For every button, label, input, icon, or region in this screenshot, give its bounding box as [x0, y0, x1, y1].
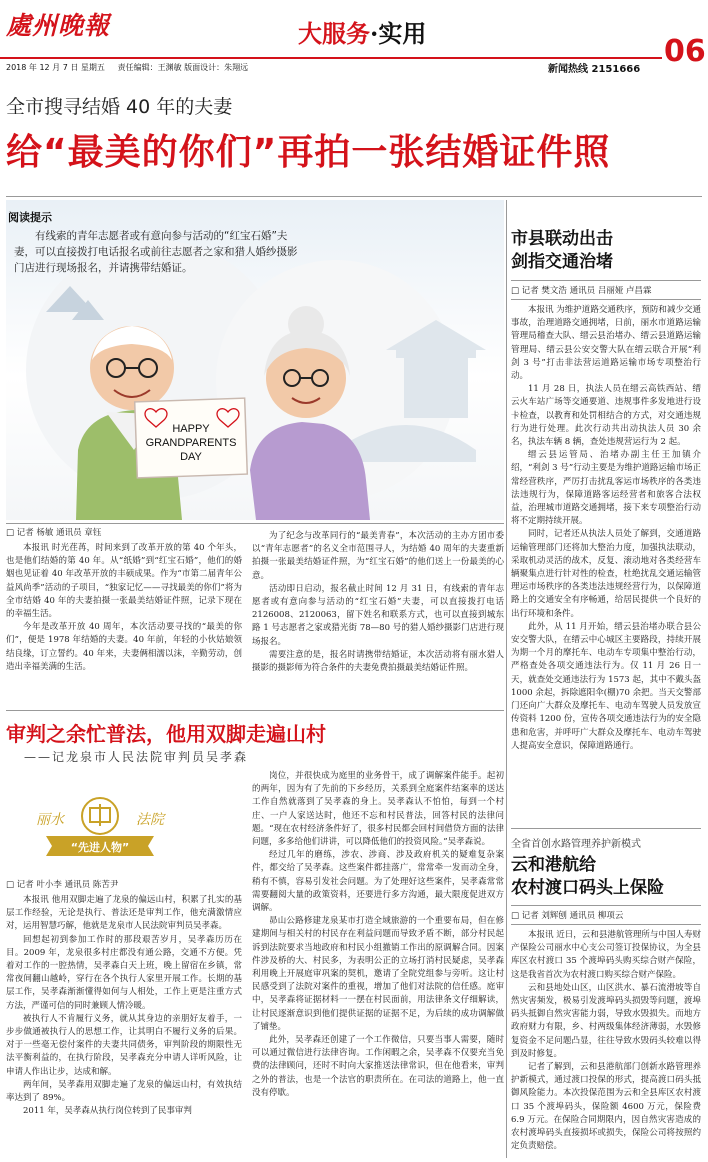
paragraph: 此外，从 11 月开始，缙云县治堵办联合县公安交警大队，在缙云中心城区主要路段，持续开展为期一个月的摩托车、电动车专项集中整治行动，严格查处各项交通违法行为。仅 11 月 26 日一天，就查处交通违法行为 1573 起，其中不戴头盔 1000 余起，拆除遮阳伞(棚)70 余把。当天交警部门还向广大群众及摩托车、电动车驾驶人员发放宣传资料 1200 份，宣传各项交通违法行为的安全隐患和危害，并呼吁广大群众及摩托车、电动车驾驶人提高安全意识，保障道路通行。 — [511, 621, 701, 751]
divider — [511, 828, 701, 829]
masthead-logo: 處州晚報 — [6, 11, 111, 40]
sidebar-story-traffic — [511, 228, 701, 753]
header-meta — [6, 62, 248, 73]
paragraph: 昴山公路修建龙泉某市打造全域旅游的一个重要布局，但在修建期间与相关村的村民存在利益问题而导致矛盾不断，部分村民起诉到法院要求当地政府和村民小组撤销工作出的原调解合同。因案件涉及桥的大、村民多，为表明公正的立场打消村民疑虑，吴孝森利用晚上开展庭审巩案的契机，邀请了全院党组参与旁听。这让村民感受到了法院对案件的重视，增加了他们对法院的信任感。庭审中，吴孝森将证据材料一一摆在村民面前，用法律条文仔细解读，让村民逐渐意识到他们提供证据的证据不足，为后续的成功调解做了铺垫。 — [252, 916, 504, 1032]
badge-right-text: 法院 — [136, 812, 164, 828]
article-byline: □ 记者 杨敏 通讯员 章钰 — [6, 528, 102, 538]
sidebar2-headline-line1: 云和港航给 — [511, 855, 596, 875]
paragraph: 本报讯 时光荏苒，时间来到了改革开放的第 40 个年头，也是他们结婚的第 40 年。从“纸婚”到“红宝石婚”，他们的婚姻也见证着 40 年改革开放的丰硕成果。作为“市第二届青年公益风尚季”活动的子项目，“独家记忆——寻找最美的你们”将为全市结婚 40 年的夫妻拍摄一张最美结婚证件照，记录下现在的幸福生活。 — [6, 543, 242, 620]
article-column-2 — [252, 530, 504, 675]
divider — [6, 196, 702, 197]
badge-left-text: 丽水 — [36, 812, 64, 828]
divider — [511, 905, 701, 906]
reading-tip-label: 阅读提示 — [8, 211, 52, 224]
page-number: 06 — [664, 34, 706, 69]
paragraph: 岗位，并很快成为庭里的业务骨干，成了调解案件能手。起初的两年，因为有了先前的下乡经历，关系到全庭案件结案率的送达工作自然就落到了吴孝森的身上。吴孝森认不怕怕，每到一个村庄、一户人家送达时，他还不忘和村民普法，回答村民的法律问题。“现在农村经济条件好了，很多村民都会回村间借贷方面的法律问题，多多给他们讲讲，可以降低他们的投资风险。”吴孝森说。 — [252, 771, 504, 848]
paragraph: 被执行人不肯履行义务，就从其身边的亲朋好友着手，一步步做通被执行人的思想工作，让其明白不履行义务的后果。对于一些毫无偿付案件的夫妻共同债务，审判阶段的期限性无法平衡利益的，在执行阶段，吴孝森充分申请人详听风险，让申请人作出让步，达成和解。 — [6, 1013, 242, 1077]
badge-ribbon-text: “先进人物” — [70, 841, 130, 854]
section-subtitle: ·实用 — [370, 19, 427, 48]
divider — [6, 710, 504, 711]
sidebar-story-ferry — [511, 828, 701, 1153]
section-title: 大服务 — [298, 19, 370, 48]
sidebar2-byline: □ 记者 刘辉刨 通讯员 柳项云 — [511, 911, 624, 921]
article2-column-2 — [252, 770, 504, 1100]
paragraph: 为了纪念与改革同行的“最美青春”，本次活动的主办方团市委以“青年志愿者”的名义全市范围寻人，为结婚 40 周年的夫妻重新拍摄一张最美结婚证件照，为“红宝石婚”的他们送上一份最美的心意。 — [252, 531, 504, 581]
article2-subheadline: ——记龙泉市人民法院审判员吴孝森 — [24, 750, 249, 764]
paragraph: 回想起初到参加工作时的那段艰苦岁月，吴孝森历历在目。2009 年，龙泉很多村庄都没有通公路，交通不方便。凭着对工作的一腔热情，吴孝森白天上班，晚上留宿在乡镇，常常夜间翻山越岭，穿行在各个执行人家里开展工作。长期的基层工作，吴孝森渐渐懂得如何与人相处，工作上更是注重方式方法，严谨可信的同时兼顾人情冷暖。 — [6, 934, 242, 1011]
article2-column-1 — [6, 894, 242, 1118]
divider — [6, 523, 504, 524]
sidebar-byline: □ 记者 樊文浩 通讯员 吕丽娅 卢昌霖 — [511, 286, 652, 296]
sidebar2-overtitle: 全省首创水路管理养护新模式 — [511, 839, 641, 850]
paragraph: 今年是改革开放 40 周年，本次活动要寻找的“最美的你们”，便是 1978 年结婚的夫妻。40 年前，年轻的小伙姑娘领结良缘，订立誓约。40 年来，夫妻俩相濡以沫，辛勤劳动，创造出幸福美满的生活。 — [6, 622, 242, 672]
paragraph: 记者了解到，云和县港航部门创新水路管理养护新模式，通过渡口投保的形式，提高渡口码头抵御风险能力。本次投保范围为云和全县库区农村渡口 35 个渡埠码头，保险额 4600 万元，保险费 6.9 万元。在保险合同期限内，因自然灾害造成的农村渡埠码头直接损坏或损失，保险公司将按照约定负责赔偿。 — [511, 1062, 701, 1152]
advanced-figure-badge — [20, 796, 180, 858]
sidebar2-headline-line2: 农村渡口码头上保险 — [511, 878, 664, 898]
paragraph: 经过几年的磨练，涉农、涉商、涉及政府机关的疑难复杂案件，都交给了吴孝森。这些案件都挂落广，常常牵一发而动全身，稍有不慎，容易引发社会问题。为了处理好这些案件，吴孝森常常需要翻阅大量的政策资料，还要进行多方沟通，最大限度促进双方调解。 — [252, 850, 504, 914]
column-rule — [506, 200, 507, 1158]
article-overtitle: 全市搜寻结婚 40 年的夫妻 — [6, 96, 233, 118]
editor-credits: 责任编辑：王渊敏 版面设计：朱翔远 — [117, 63, 249, 72]
paragraph: 此外，吴孝森还创建了一个工作微信，只要当事人需要，随时可以通过微信进行法律咨询。工作闲暇之余，吴孝森不仅要充当免费的法律顾问，还时不时向大家推送法律常识，但在他看来，审判之外的普法，也是一个法官的职责所在。在司法的道路上，他一直没有停歇。 — [252, 1035, 504, 1098]
header-rule — [0, 57, 662, 59]
article-headline: 给“最美的你们”再拍一张结婚证件照 — [6, 132, 611, 173]
article2-headline: 审判之余忙普法，他用双脚走遍山村 — [6, 722, 326, 746]
paragraph: 两年间，吴孝森用双脚走遍了龙泉的偏远山村，有效执结率达到了 89%。 — [6, 1079, 242, 1104]
sidebar-headline-line1: 市县联动出击 — [511, 229, 613, 249]
court-emblem-icon — [20, 796, 180, 858]
paragraph: 云和县地处山区，山区洪水、暴石流滑坡等自然灾害频发，极易引发渡埠码头损毁等问题，渡埠码头抵御自然灾害能力弱，导致水毁损失。而地方政府财力有限，乡、村两级集体经济薄弱，水毁修复资金不足问题凸显，往往导致水毁码头较难以得到及时修复。 — [511, 982, 701, 1059]
card-line-3: DAY — [180, 451, 202, 463]
paragraph: 本报讯 他用双脚走遍了龙泉的偏远山村，积累了扎实的基层工作经验，无论是执行、普法还是审判工作，他充满激情应对，运用智慧巧解，他就是龙泉市人民法院审判员吴孝森。 — [6, 895, 242, 932]
card-line-2: GRANDPARENTS — [145, 437, 237, 449]
paragraph: 11 月 28 日，执法人员在缙云高铁西站、缙云火车站广场等交通要道、违规事件多发地进行设卡检查，以教育和处罚相结合的方式，对交通违规行为进行处理。此次行动共出动执法人员 30 余名，执法车辆 8 辆，查处违规营运行为 2 起。 — [511, 384, 701, 448]
sidebar-headline-line2: 剑指交通治堵 — [511, 252, 613, 272]
section-banner — [298, 14, 426, 49]
news-hotline: 新闻热线 2151666 — [548, 64, 641, 75]
paragraph: 需要注意的是，报名时请携带结婚证，本次活动将有丽水猎人摄影的摄影师为符合条件的夫妻免费拍摄最美结婚证件照。 — [252, 649, 504, 674]
paragraph: 活动即日启动，报名截止时间 12 月 31 日，有线索的青年志愿者或有意向参与活动的“红宝石婚”夫妻，可以直接拨打电话 2126008、2120063，留下姓名和联系方式，也可以直接到城东路 1 号志愿者之家或猎光街 78—80 号的猎人婚纱摄影门店进行现场报名。 — [252, 583, 504, 647]
article-column-1 — [6, 542, 242, 674]
divider — [511, 924, 701, 925]
reading-tip-text: 有线索的青年志愿者或有意向参与活动的“红宝石婚”夫妻，可以直接拨打电话报名或前往志愿者之家和猎人婚纱摄影门店进行现场报名，并请携带结婚证。 — [14, 230, 298, 274]
paragraph: 同时，记者还从执法人员处了解到，交通道路运输管理部门还将加大整治力度，加强执法联动，采取机动灵活的战术，反复、滚动地对各类经营车辆聚集点进行针对性的检查，杜绝扰乱交通运输管理运市场秩序的各类违法违规经营行为，以保障道路上的交通安全有序畅通，给居民提供一个良好的出行环境和条件。 — [511, 529, 701, 619]
issue-date: 2018 年 12 月 7 日 星期五 — [6, 63, 105, 72]
paragraph: 2011 年，吴孝森从执行岗位转到了民事审判 — [23, 1106, 192, 1117]
paragraph: 缙云县运管局、治堵办副主任王加镇介绍，“利剑 3 号”行动主要是为维护道路运输市场正常经营秩序，严厉打击扰乱客运市场秩序的各类违法违规行为，保障道路客运经营者和旅客合法权益，治理城市道路交通拥堵，接下来专项整治行动将不定期持续开展。 — [511, 450, 701, 527]
article2-byline: □ 记者 叶小李 通讯员 陈苦尹 — [6, 880, 119, 890]
card-line-1: HAPPY — [172, 423, 210, 435]
divider — [511, 280, 701, 281]
paragraph: 本报讯 为维护道路交通秩序，预防和减少交通事故，治理道路交通拥堵，日前，丽水市道路运输管理局稽查大队、缙云县治堵办、缙云县道路运输管理局、缙云县公安交警大队在缙云联合开展“利剑 3 号”打击非法营运道路运输市场专项整治行动。 — [511, 305, 701, 382]
divider — [511, 299, 701, 300]
paragraph: 本报讯 近日，云和县港航管理所与中国人寿财产保险公司丽水中心支公司签订投保协议，为全县库区农村渡口 35 个渡埠码头购买综合财产保险，这是我省首次为农村渡口购买综合财产保险。 — [511, 930, 701, 980]
